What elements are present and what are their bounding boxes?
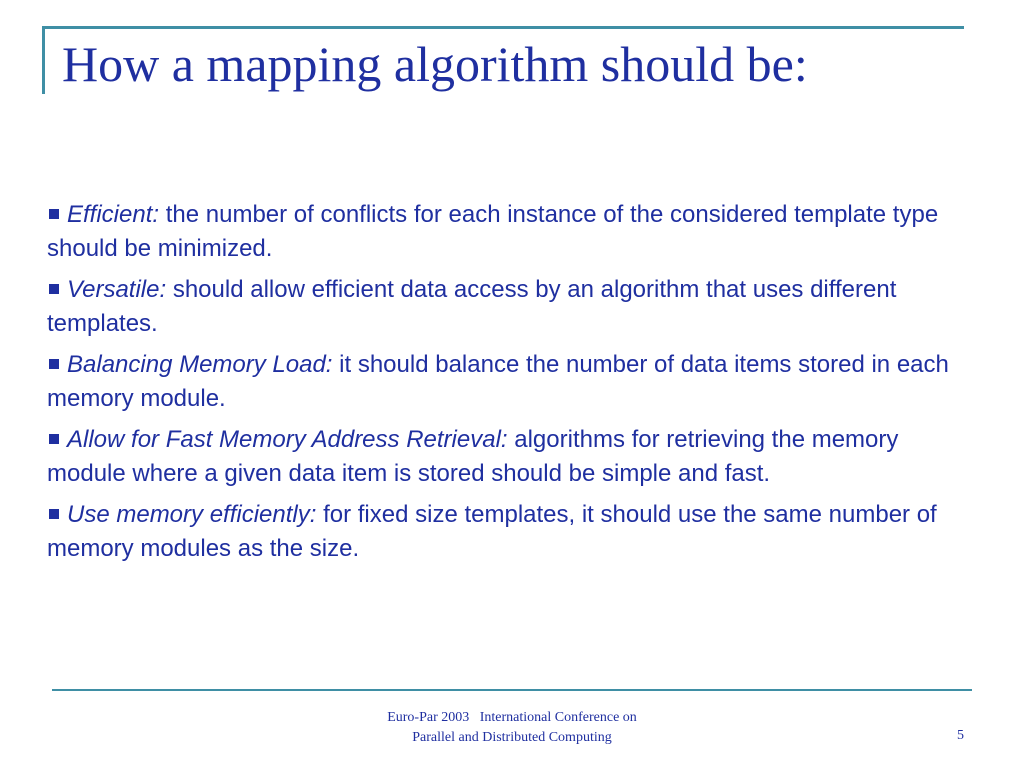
bullet-term: Balancing Memory Load: (67, 351, 333, 378)
frame-left-rule (42, 26, 45, 94)
slide-title: How a mapping algorithm should be: (62, 36, 808, 92)
bullet-versatile (47, 273, 967, 341)
footer-conference (0, 708, 1024, 748)
bullet-text: should allow efficient data access by an algorithm that uses different templates. (47, 276, 897, 337)
page-number: 5 (957, 728, 964, 743)
square-bullet-icon (49, 434, 59, 444)
bullet-use-memory-efficiently (47, 498, 967, 566)
frame-top-rule (42, 26, 964, 29)
bullet-term: Use memory efficiently: (67, 501, 317, 528)
footer-rule (52, 689, 972, 691)
bullet-text: the number of conflicts for each instance of the considered template type should be minimized. (47, 201, 939, 262)
bullet-balancing-memory-load (47, 348, 967, 416)
bullet-term: Versatile: (67, 276, 167, 303)
square-bullet-icon (49, 509, 59, 519)
footer-line-1: Euro-Par 2003 International Conference on (387, 710, 637, 725)
square-bullet-icon (49, 284, 59, 294)
bullet-text: for fixed size templates, it should use the same number of memory modules as the size. (47, 501, 937, 562)
bullet-efficient (47, 198, 967, 266)
bullet-text: it should balance the number of data items stored in each memory module. (47, 351, 949, 412)
bullet-term: Allow for Fast Memory Address Retrieval: (67, 426, 508, 453)
footer-line-2: Parallel and Distributed Computing (412, 730, 612, 745)
bullet-fast-address-retrieval (47, 423, 967, 491)
bullet-list (47, 198, 967, 573)
bullet-term: Efficient: (67, 201, 160, 228)
square-bullet-icon (49, 209, 59, 219)
bullet-text: algorithms for retrieving the memory module where a given data item is stored should be simple and fast. (47, 426, 899, 487)
square-bullet-icon (49, 359, 59, 369)
